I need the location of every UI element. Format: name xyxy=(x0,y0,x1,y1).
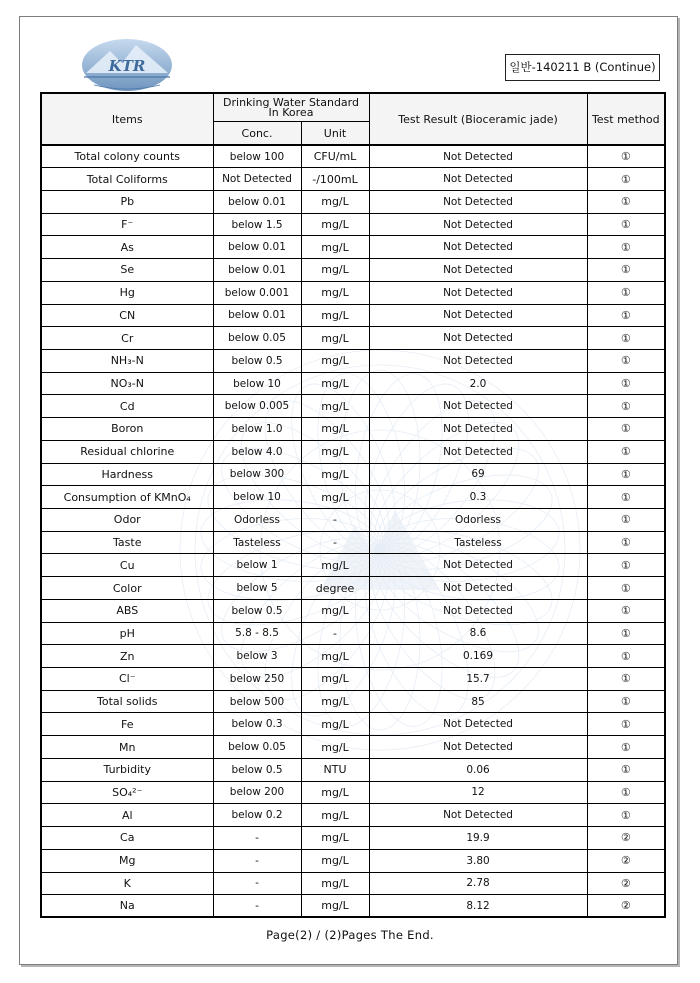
table-row xyxy=(41,327,665,350)
conc-cell: below 1.0 xyxy=(213,418,301,441)
conc-cell: below 0.2 xyxy=(213,804,301,827)
unit-cell: mg/L xyxy=(301,713,369,736)
unit-cell: degree xyxy=(301,577,369,600)
method-cell: ① xyxy=(587,418,665,441)
unit-cell: CFU/mL xyxy=(301,145,369,168)
unit-cell: mg/L xyxy=(301,645,369,668)
item-cell: Cu xyxy=(41,554,213,577)
item-cell: Consumption of KMnO₄ xyxy=(41,486,213,509)
test-results-table xyxy=(40,92,666,918)
item-cell: pH xyxy=(41,622,213,645)
unit-cell: mg/L xyxy=(301,486,369,509)
logo xyxy=(80,37,174,93)
unit-cell: - xyxy=(301,531,369,554)
conc-cell: below 0.001 xyxy=(213,281,301,304)
unit-cell: mg/L xyxy=(301,236,369,259)
method-cell: ② xyxy=(587,895,665,918)
table-row xyxy=(41,372,665,395)
result-cell: Not Detected xyxy=(369,554,587,577)
table-row xyxy=(41,599,665,622)
conc-cell: below 0.01 xyxy=(213,304,301,327)
table-row xyxy=(41,395,665,418)
method-cell: ① xyxy=(587,281,665,304)
unit-cell: mg/L xyxy=(301,440,369,463)
result-cell: Not Detected xyxy=(369,304,587,327)
result-cell: 0.06 xyxy=(369,758,587,781)
table-body xyxy=(41,145,665,917)
method-cell: ① xyxy=(587,213,665,236)
method-cell: ① xyxy=(587,690,665,713)
method-cell: ① xyxy=(587,349,665,372)
result-cell: 15.7 xyxy=(369,668,587,691)
table-row xyxy=(41,509,665,532)
conc-cell: 5.8 - 8.5 xyxy=(213,622,301,645)
method-cell: ① xyxy=(587,190,665,213)
conc-cell: below 10 xyxy=(213,372,301,395)
item-cell: Total Coliforms xyxy=(41,168,213,191)
item-cell: Total solids xyxy=(41,690,213,713)
result-cell: 2.0 xyxy=(369,372,587,395)
result-cell: Not Detected xyxy=(369,213,587,236)
table-row xyxy=(41,213,665,236)
method-cell: ① xyxy=(587,259,665,282)
item-cell: Pb xyxy=(41,190,213,213)
result-cell: Not Detected xyxy=(369,395,587,418)
table-row xyxy=(41,304,665,327)
header-standard-line2: In Korea xyxy=(268,105,314,119)
unit-cell: mg/L xyxy=(301,804,369,827)
result-cell: 0.3 xyxy=(369,486,587,509)
result-cell: 3.80 xyxy=(369,849,587,872)
conc-cell: below 0.5 xyxy=(213,758,301,781)
unit-cell: mg/L xyxy=(301,418,369,441)
unit-cell: mg/L xyxy=(301,281,369,304)
result-cell: 8.12 xyxy=(369,895,587,918)
table-row xyxy=(41,690,665,713)
method-cell: ① xyxy=(587,236,665,259)
conc-cell: Odorless xyxy=(213,509,301,532)
method-cell: ① xyxy=(587,327,665,350)
result-cell: 69 xyxy=(369,463,587,486)
conc-cell: below 1.5 xyxy=(213,213,301,236)
conc-cell: below 300 xyxy=(213,463,301,486)
method-cell: ① xyxy=(587,577,665,600)
result-cell: Not Detected xyxy=(369,349,587,372)
item-cell: Mn xyxy=(41,736,213,759)
item-cell: Turbidity xyxy=(41,758,213,781)
item-cell: Cd xyxy=(41,395,213,418)
conc-cell: below 0.05 xyxy=(213,327,301,350)
item-cell: Cr xyxy=(41,327,213,350)
table-row xyxy=(41,872,665,895)
result-cell: 8.6 xyxy=(369,622,587,645)
table-row xyxy=(41,349,665,372)
header-test-method: Test method xyxy=(587,93,665,145)
conc-cell: below 0.3 xyxy=(213,713,301,736)
svg-text:KTR: KTR xyxy=(108,57,146,75)
header-standard xyxy=(213,93,369,122)
unit-cell: mg/L xyxy=(301,781,369,804)
conc-cell: below 0.5 xyxy=(213,349,301,372)
result-cell: Not Detected xyxy=(369,168,587,191)
result-cell: Not Detected xyxy=(369,713,587,736)
conc-cell: - xyxy=(213,849,301,872)
table-row xyxy=(41,145,665,168)
table-row xyxy=(41,758,665,781)
conc-cell: Tasteless xyxy=(213,531,301,554)
table-row xyxy=(41,668,665,691)
method-cell: ① xyxy=(587,736,665,759)
unit-cell: mg/L xyxy=(301,895,369,918)
header-items: Items xyxy=(41,93,213,145)
conc-cell: below 100 xyxy=(213,145,301,168)
method-cell: ② xyxy=(587,872,665,895)
conc-cell: below 10 xyxy=(213,486,301,509)
unit-cell: mg/L xyxy=(301,349,369,372)
item-cell: Fe xyxy=(41,713,213,736)
method-cell: ① xyxy=(587,168,665,191)
method-cell: ① xyxy=(587,395,665,418)
unit-cell: mg/L xyxy=(301,190,369,213)
unit-cell: mg/L xyxy=(301,554,369,577)
method-cell: ② xyxy=(587,827,665,850)
method-cell: ① xyxy=(587,758,665,781)
unit-cell: mg/L xyxy=(301,304,369,327)
header-unit: Unit xyxy=(301,122,369,146)
conc-cell: below 0.01 xyxy=(213,236,301,259)
table-row xyxy=(41,554,665,577)
conc-cell: below 5 xyxy=(213,577,301,600)
table-row xyxy=(41,281,665,304)
result-cell: 0.169 xyxy=(369,645,587,668)
conc-cell: below 200 xyxy=(213,781,301,804)
unit-cell: mg/L xyxy=(301,872,369,895)
table-row xyxy=(41,418,665,441)
item-cell: Total colony counts xyxy=(41,145,213,168)
result-cell: Not Detected xyxy=(369,145,587,168)
result-cell: 12 xyxy=(369,781,587,804)
conc-cell: Not Detected xyxy=(213,168,301,191)
unit-cell: mg/L xyxy=(301,327,369,350)
method-cell: ① xyxy=(587,486,665,509)
table-row xyxy=(41,804,665,827)
method-cell: ① xyxy=(587,668,665,691)
item-cell: Boron xyxy=(41,418,213,441)
conc-cell: below 0.05 xyxy=(213,736,301,759)
unit-cell: mg/L xyxy=(301,690,369,713)
method-cell: ① xyxy=(587,599,665,622)
table-row xyxy=(41,736,665,759)
method-cell: ① xyxy=(587,554,665,577)
page-footer: Page(2) / (2)Pages The End. xyxy=(266,928,434,942)
table-row xyxy=(41,486,665,509)
conc-cell: below 0.005 xyxy=(213,395,301,418)
table-row xyxy=(41,827,665,850)
method-cell: ① xyxy=(587,372,665,395)
conc-cell: - xyxy=(213,872,301,895)
method-cell: ① xyxy=(587,713,665,736)
method-cell: ① xyxy=(587,531,665,554)
item-cell: Hardness xyxy=(41,463,213,486)
conc-cell: below 250 xyxy=(213,668,301,691)
unit-cell: mg/L xyxy=(301,372,369,395)
result-cell: Not Detected xyxy=(369,599,587,622)
item-cell: Mg xyxy=(41,849,213,872)
unit-cell: mg/L xyxy=(301,213,369,236)
method-cell: ① xyxy=(587,440,665,463)
unit-cell: mg/L xyxy=(301,849,369,872)
item-cell: SO₄²⁻ xyxy=(41,781,213,804)
result-cell: Not Detected xyxy=(369,418,587,441)
conc-cell: below 0.01 xyxy=(213,190,301,213)
method-cell: ① xyxy=(587,304,665,327)
result-cell: Not Detected xyxy=(369,259,587,282)
conc-cell: - xyxy=(213,827,301,850)
unit-cell: mg/L xyxy=(301,599,369,622)
table-row xyxy=(41,259,665,282)
item-cell: K xyxy=(41,872,213,895)
item-cell: F⁻ xyxy=(41,213,213,236)
table-row xyxy=(41,895,665,918)
item-cell: Hg xyxy=(41,281,213,304)
table-row xyxy=(41,168,665,191)
method-cell: ① xyxy=(587,509,665,532)
item-cell: NH₃-N xyxy=(41,349,213,372)
result-cell: Not Detected xyxy=(369,190,587,213)
unit-cell: mg/L xyxy=(301,668,369,691)
method-cell: ① xyxy=(587,645,665,668)
result-cell: Odorless xyxy=(369,509,587,532)
item-cell: ABS xyxy=(41,599,213,622)
item-cell: NO₃-N xyxy=(41,372,213,395)
result-cell: Not Detected xyxy=(369,736,587,759)
method-cell: ① xyxy=(587,145,665,168)
conc-cell: - xyxy=(213,895,301,918)
table-row xyxy=(41,531,665,554)
unit-cell: mg/L xyxy=(301,463,369,486)
conc-cell: below 0.01 xyxy=(213,259,301,282)
item-cell: Residual chlorine xyxy=(41,440,213,463)
unit-cell: NTU xyxy=(301,758,369,781)
unit-cell: mg/L xyxy=(301,259,369,282)
result-cell: Tasteless xyxy=(369,531,587,554)
result-cell: Not Detected xyxy=(369,804,587,827)
table-row xyxy=(41,190,665,213)
method-cell: ① xyxy=(587,804,665,827)
method-cell: ① xyxy=(587,463,665,486)
item-cell: Al xyxy=(41,804,213,827)
header-standard-line1: Drinking Water Standard xyxy=(223,95,359,109)
item-cell: Taste xyxy=(41,531,213,554)
result-cell: Not Detected xyxy=(369,327,587,350)
table-row xyxy=(41,849,665,872)
conc-cell: below 0.5 xyxy=(213,599,301,622)
result-cell: Not Detected xyxy=(369,440,587,463)
conc-cell: below 4.0 xyxy=(213,440,301,463)
conc-cell: below 3 xyxy=(213,645,301,668)
conc-cell: below 1 xyxy=(213,554,301,577)
item-cell: As xyxy=(41,236,213,259)
unit-cell: mg/L xyxy=(301,736,369,759)
unit-cell: - xyxy=(301,509,369,532)
item-cell: Zn xyxy=(41,645,213,668)
method-cell: ② xyxy=(587,849,665,872)
item-cell: Color xyxy=(41,577,213,600)
item-cell: Na xyxy=(41,895,213,918)
table-row xyxy=(41,577,665,600)
result-cell: 85 xyxy=(369,690,587,713)
unit-cell: mg/L xyxy=(301,395,369,418)
header-conc: Conc. xyxy=(213,122,301,146)
item-cell: Se xyxy=(41,259,213,282)
header-test-result: Test Result (Bioceramic jade) xyxy=(369,93,587,145)
table-row xyxy=(41,440,665,463)
unit-cell: mg/L xyxy=(301,827,369,850)
table-row xyxy=(41,781,665,804)
method-cell: ① xyxy=(587,781,665,804)
table-row xyxy=(41,645,665,668)
item-cell: Cl⁻ xyxy=(41,668,213,691)
result-cell: Not Detected xyxy=(369,281,587,304)
unit-cell: -/100mL xyxy=(301,168,369,191)
result-cell: Not Detected xyxy=(369,577,587,600)
unit-cell: - xyxy=(301,622,369,645)
table-row xyxy=(41,463,665,486)
result-cell: 2.78 xyxy=(369,872,587,895)
item-cell: Ca xyxy=(41,827,213,850)
table-row xyxy=(41,713,665,736)
method-cell: ① xyxy=(587,622,665,645)
result-cell: Not Detected xyxy=(369,236,587,259)
document-code-box: 일반-140211 B (Continue) xyxy=(505,54,660,81)
item-cell: Odor xyxy=(41,509,213,532)
item-cell: CN xyxy=(41,304,213,327)
table-row xyxy=(41,236,665,259)
result-cell: 19.9 xyxy=(369,827,587,850)
table-row xyxy=(41,622,665,645)
conc-cell: below 500 xyxy=(213,690,301,713)
